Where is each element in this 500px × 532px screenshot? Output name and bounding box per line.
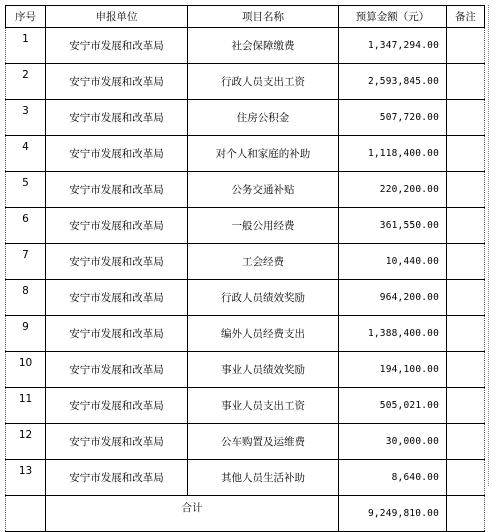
row-index: 11 [6,388,46,424]
row-note [447,208,485,244]
row-amount: 505,021.00 [339,388,447,424]
row-note [447,316,485,352]
budget-table [5,5,485,532]
row-index: 10 [6,352,46,388]
row-unit: 安宁市发展和改革局 [46,28,188,64]
table-row [6,64,485,100]
row-note [447,460,485,496]
row-item: 编外人员经费支出 [188,316,339,352]
row-unit: 安宁市发展和改革局 [46,136,188,172]
row-item: 一般公用经费 [188,208,339,244]
row-note [447,280,485,316]
row-index: 9 [6,316,46,352]
table-body [6,28,485,496]
row-note [447,424,485,460]
total-index-cell [6,496,46,532]
row-item: 工会经费 [188,244,339,280]
table-row [6,172,485,208]
page-guide-line [488,5,489,486]
row-unit: 安宁市发展和改革局 [46,424,188,460]
row-item: 公车购置及运维费 [188,424,339,460]
row-note [447,136,485,172]
header-amount: 预算金额（元） [339,6,447,28]
table-row [6,424,485,460]
row-index: 7 [6,244,46,280]
row-amount: 194,100.00 [339,352,447,388]
row-unit: 安宁市发展和改革局 [46,460,188,496]
total-row [6,496,485,532]
table-row [6,28,485,64]
total-note-cell [447,496,485,532]
row-amount: 1,388,400.00 [339,316,447,352]
row-amount: 10,440.00 [339,244,447,280]
table-row [6,352,485,388]
table-row [6,136,485,172]
table-row [6,316,485,352]
header-unit: 申报单位 [46,6,188,28]
row-note [447,244,485,280]
row-unit: 安宁市发展和改革局 [46,280,188,316]
row-unit: 安宁市发展和改革局 [46,100,188,136]
row-amount: 8,640.00 [339,460,447,496]
total-label: 合计 [46,496,339,532]
row-amount: 1,118,400.00 [339,136,447,172]
row-note [447,64,485,100]
row-index: 8 [6,280,46,316]
header-index: 序号 [6,6,46,28]
row-item: 其他人员生活补助 [188,460,339,496]
row-index: 4 [6,136,46,172]
row-unit: 安宁市发展和改革局 [46,388,188,424]
row-item: 公务交通补贴 [188,172,339,208]
row-unit: 安宁市发展和改革局 [46,64,188,100]
table-row [6,280,485,316]
row-amount: 507,720.00 [339,100,447,136]
row-amount: 2,593,845.00 [339,64,447,100]
row-unit: 安宁市发展和改革局 [46,244,188,280]
row-note [447,172,485,208]
row-item: 行政人员绩效奖励 [188,280,339,316]
row-amount: 30,000.00 [339,424,447,460]
row-unit: 安宁市发展和改革局 [46,352,188,388]
row-note [447,388,485,424]
row-amount: 361,550.00 [339,208,447,244]
row-note [447,352,485,388]
header-note: 备注 [447,6,485,28]
row-index: 3 [6,100,46,136]
row-item: 对个人和家庭的补助 [188,136,339,172]
row-index: 5 [6,172,46,208]
table-row [6,460,485,496]
row-index: 2 [6,64,46,100]
row-item: 事业人员绩效奖励 [188,352,339,388]
row-amount: 220,200.00 [339,172,447,208]
table-header-row [6,6,485,28]
row-unit: 安宁市发展和改革局 [46,316,188,352]
row-note [447,28,485,64]
row-item: 行政人员支出工资 [188,64,339,100]
row-item: 住房公积金 [188,100,339,136]
total-amount: 9,249,810.00 [339,496,447,532]
header-item: 项目名称 [188,6,339,28]
row-note [447,100,485,136]
row-index: 6 [6,208,46,244]
table-row [6,100,485,136]
row-amount: 1,347,294.00 [339,28,447,64]
row-item: 社会保障缴费 [188,28,339,64]
row-index: 13 [6,460,46,496]
table-row [6,208,485,244]
table-row [6,244,485,280]
row-unit: 安宁市发展和改革局 [46,208,188,244]
row-item: 事业人员支出工资 [188,388,339,424]
row-index: 12 [6,424,46,460]
table-row [6,388,485,424]
row-index: 1 [6,28,46,64]
row-unit: 安宁市发展和改革局 [46,172,188,208]
row-amount: 964,200.00 [339,280,447,316]
